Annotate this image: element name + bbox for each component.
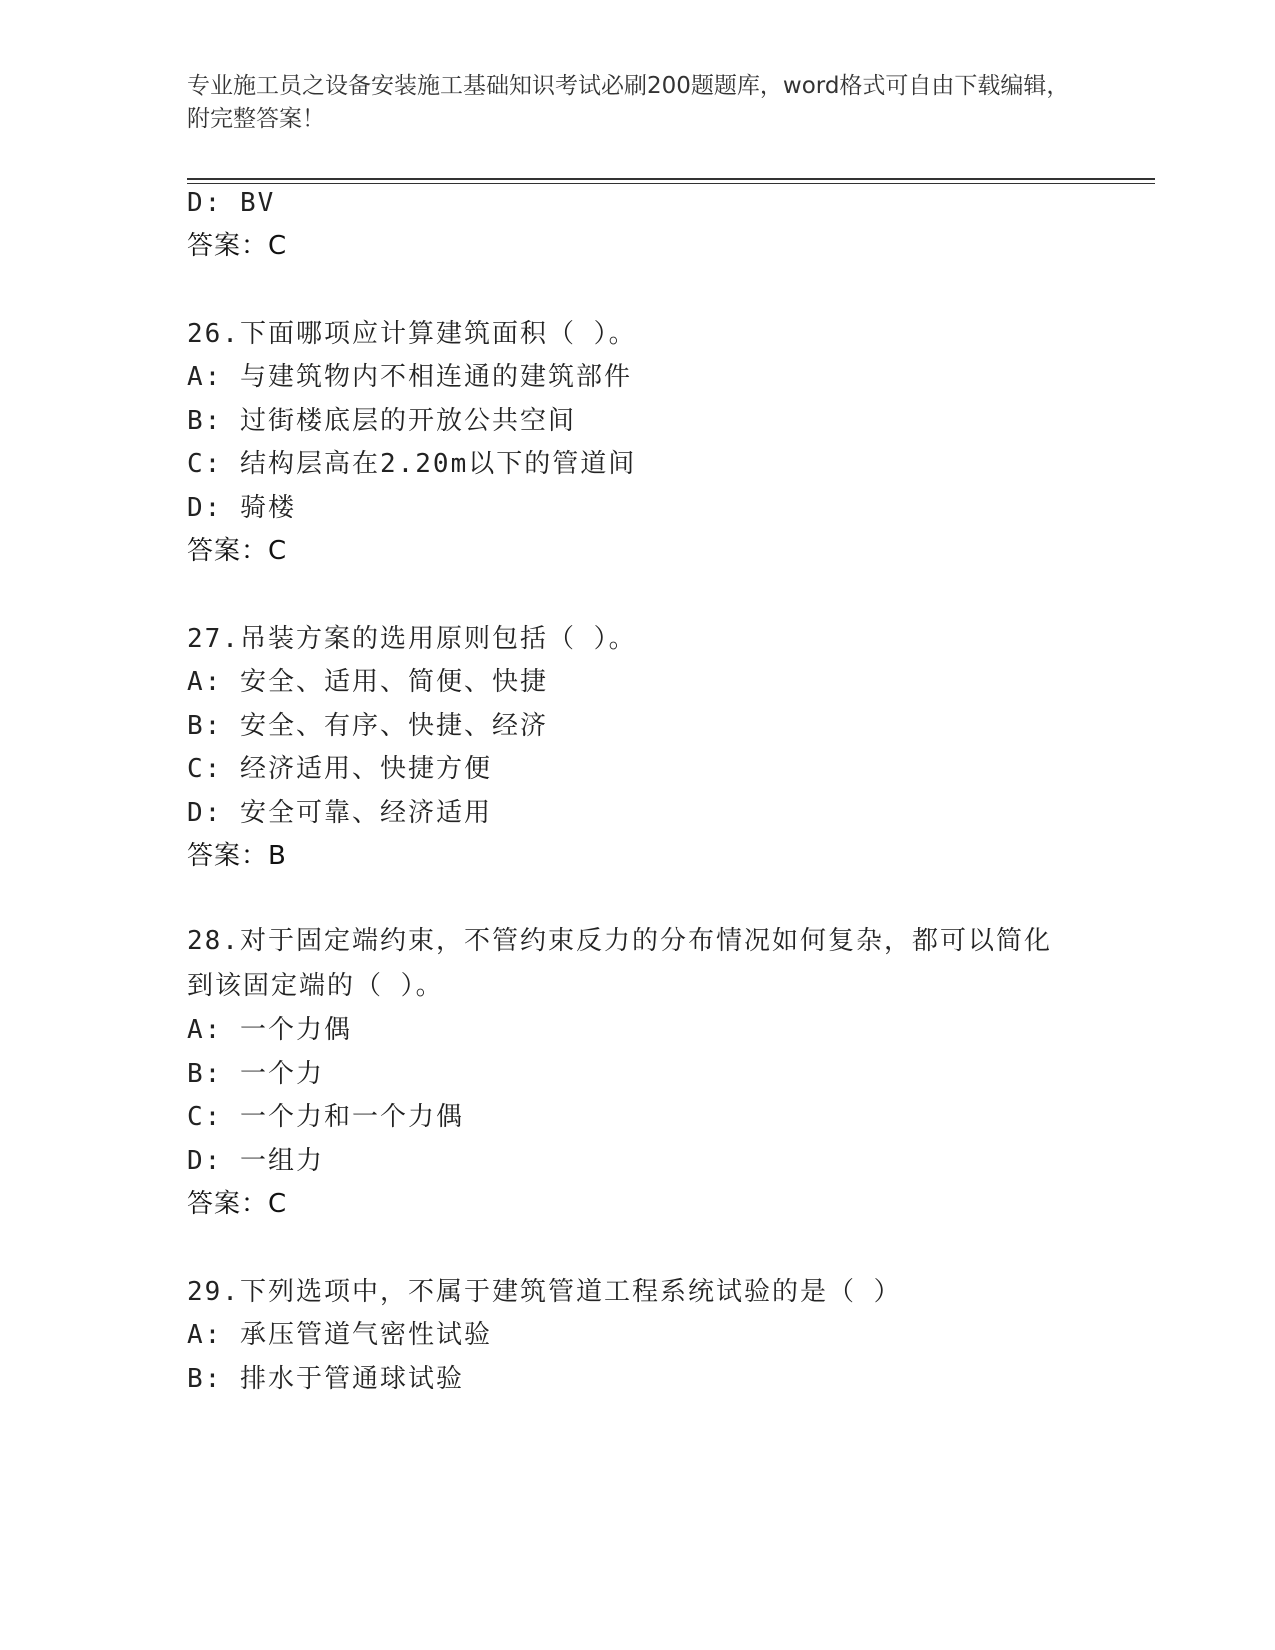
q29-question: 29.下列选项中，不属于建筑管道工程系统试验的是（ ） xyxy=(187,1277,902,1307)
q27-option-d: D: 安全可靠、经济适用 xyxy=(187,798,492,828)
q26-question: 26.下面哪项应计算建筑面积（ ）。 xyxy=(187,319,637,349)
header-rule-thick xyxy=(187,178,1155,180)
q28-answer: 答案：C xyxy=(187,1189,288,1219)
q28-option-a: A: 一个力偶 xyxy=(187,1015,352,1045)
q27-option-c: C: 经济适用、快捷方便 xyxy=(187,754,492,784)
header-rule-thin xyxy=(187,183,1155,184)
q29-option-a: A: 承压管道气密性试验 xyxy=(187,1320,492,1350)
q28-option-d: D: 一组力 xyxy=(187,1146,324,1176)
q28-question: 28.对于固定端约束，不管约束反力的分布情况如何复杂，都可以简化到该固定端的（ ）。 xyxy=(187,926,1052,1001)
q25-option-d: D: BV xyxy=(187,188,276,218)
q26-option-c: C: 结构层高在2.20m以下的管道间 xyxy=(187,449,637,479)
q27-option-b: B: 安全、有序、快捷、经济 xyxy=(187,711,548,741)
q26-answer: 答案：C xyxy=(187,536,288,566)
q26-option-a: A: 与建筑物内不相连通的建筑部件 xyxy=(187,362,632,392)
q29-option-b: B: 排水于管通球试验 xyxy=(187,1364,464,1394)
q27-answer: 答案：B xyxy=(187,841,287,871)
q28-option-b: B: 一个力 xyxy=(187,1059,324,1089)
q27-question: 27.吊装方案的选用原则包括（ ）。 xyxy=(187,624,637,654)
q26-option-b: B: 过街楼底层的开放公共空间 xyxy=(187,406,576,436)
q26-option-d: D: 骑楼 xyxy=(187,493,296,523)
q27-option-a: A: 安全、适用、简便、快捷 xyxy=(187,667,548,697)
q28-option-c: C: 一个力和一个力偶 xyxy=(187,1102,464,1132)
document-title: 专业施工员之设备安装施工基础知识考试必刷200题题库，word格式可自由下载编辑，附完整答案！ xyxy=(187,73,1070,132)
q25-answer: 答案：C xyxy=(187,231,288,261)
